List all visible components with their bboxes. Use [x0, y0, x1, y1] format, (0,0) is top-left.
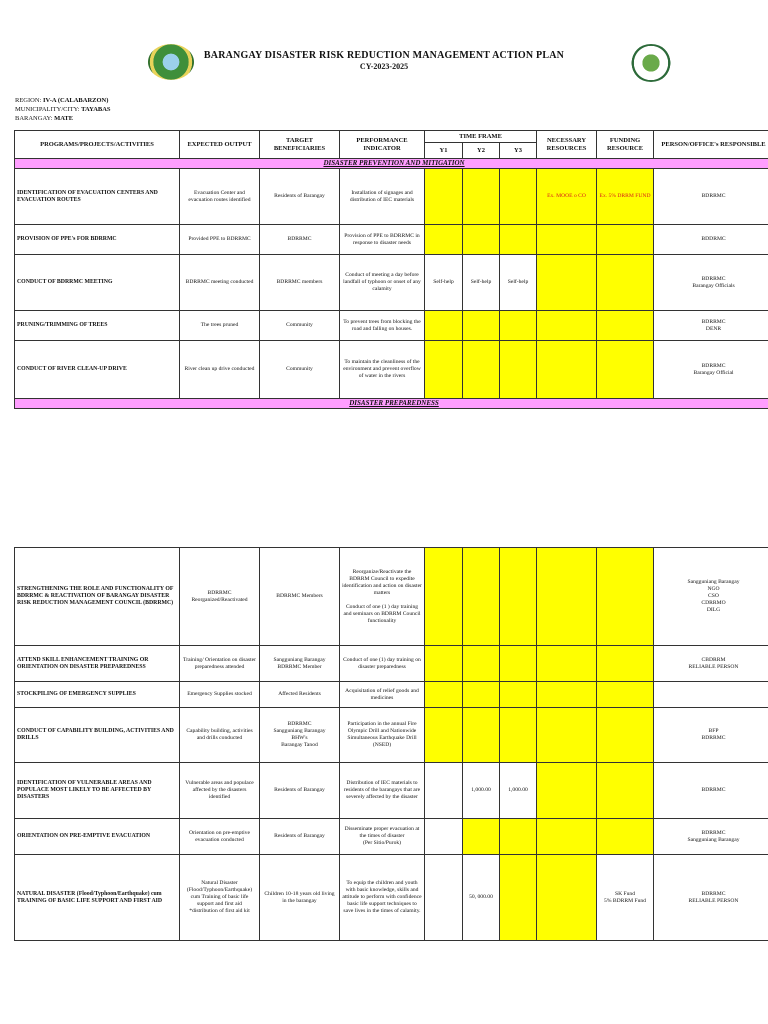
col-y3: Y3: [500, 143, 537, 159]
y2-cell: [463, 708, 500, 763]
performance-indicator-cell: Conduct of meeting a day before landfall of typhoon or onset of any calamity: [340, 255, 425, 311]
expected-output-cell: Natural Disaster (Flood/Typhoon/Earthquake) cum Training of basic life support and first aid *distribution of first aid kit: [180, 855, 260, 941]
y1-cell: [425, 682, 463, 708]
section-prevention-label: DISASTER PREVENTION AND MITIGATION: [15, 159, 768, 169]
y2-cell: 1,000.00: [463, 763, 500, 819]
responsible-cell: BFP BDRRMC: [654, 708, 768, 763]
y3-cell: 1,000.00: [500, 763, 537, 819]
responsible-cell: BDRRMC Barangay Official: [654, 341, 768, 399]
funding-resource-cell: Ex. 5% DRRM FUND: [597, 169, 654, 225]
col-y2: Y2: [463, 143, 500, 159]
y3-cell: [500, 311, 537, 341]
document-header: [0, 40, 768, 90]
y3-cell: [500, 169, 537, 225]
col-necessary-resources: NECESSARY RESOURCES: [537, 131, 597, 159]
municipality-label: MUNICIPALITY/CITY:: [15, 106, 80, 113]
col-target-beneficiaries: TARGET BENEFICIARIES: [260, 131, 340, 159]
target-beneficiaries-cell: Children 10-18 years old living in the barangay: [260, 855, 340, 941]
target-beneficiaries-cell: Community: [260, 311, 340, 341]
necessary-resources-cell: [537, 708, 597, 763]
performance-indicator-cell: To equip the children and youth with basic knowledge, skills and attitude to perform with confidence basic life support techniques to save lives in the times of calamity.: [340, 855, 425, 941]
y2-cell: [463, 682, 500, 708]
necessary-resources-cell: [537, 763, 597, 819]
y3-cell: Self-help: [500, 255, 537, 311]
y3-cell: [500, 225, 537, 255]
expected-output-cell: BDRRMC Reorganized/Reactivated: [180, 548, 260, 646]
necessary-resources-cell: [537, 311, 597, 341]
y2-cell: [463, 646, 500, 682]
location-info: [15, 96, 111, 123]
table-row: [15, 548, 768, 646]
program-cell: PRUNING/TRIMMING OF TREES: [15, 311, 180, 341]
necessary-resources-cell: [537, 225, 597, 255]
col-performance-indicator: PERFORMANCE INDICATOR: [340, 131, 425, 159]
table-row: [15, 646, 768, 682]
y2-cell: [463, 225, 500, 255]
y1-cell: Self-help: [425, 255, 463, 311]
program-cell: ORIENTATION ON PRE-EMPTIVE EVACUATION: [15, 819, 180, 855]
responsible-cell: CBDRRM RELIABLE PERSON: [654, 646, 768, 682]
y1-cell: [425, 548, 463, 646]
program-cell: IDENTIFICATION OF EVACUATION CENTERS AND EVACUATION ROUTES: [15, 169, 180, 225]
necessary-resources-cell: [537, 255, 597, 311]
responsible-cell: BDRRMC Barangay Officials: [654, 255, 768, 311]
y2-cell: [463, 548, 500, 646]
barangay-value: MATE: [54, 115, 74, 122]
responsible-cell: BDRRMC: [654, 763, 768, 819]
y1-cell: [425, 855, 463, 941]
responsible-cell: BDRRMC: [654, 169, 768, 225]
table-row: [15, 763, 768, 819]
target-beneficiaries-cell: Affected Residents: [260, 682, 340, 708]
section-row: [15, 159, 768, 169]
program-cell: CONDUCT OF BDRRMC MEETING: [15, 255, 180, 311]
y3-cell: [500, 341, 537, 399]
y3-cell: [500, 855, 537, 941]
y3-cell: [500, 819, 537, 855]
funding-resource-cell: [597, 225, 654, 255]
program-cell: CONDUCT OF RIVER CLEAN-UP DRIVE: [15, 341, 180, 399]
table-row: [15, 225, 768, 255]
y2-cell: [463, 819, 500, 855]
expected-output-cell: River clean up drive conducted: [180, 341, 260, 399]
funding-resource-cell: [597, 819, 654, 855]
table-row: [15, 169, 768, 225]
region-line: [15, 96, 111, 105]
responsible-cell: Sangguniang Barangay NGO CSO CDRRMO DILG: [654, 548, 768, 646]
y1-cell: [425, 708, 463, 763]
performance-indicator-cell: Provision of PPE to BDRRMC in response to disaster needs: [340, 225, 425, 255]
performance-indicator-cell: Participation in the annual Fire Olympic Drill and Nationwide Simultaneous Earthquake Drill (NSED): [340, 708, 425, 763]
performance-indicator-cell: Distribution of IEC materials to residents of the barangays that are severely affected by the disaster: [340, 763, 425, 819]
funding-resource-cell: [597, 646, 654, 682]
necessary-resources-cell: [537, 341, 597, 399]
target-beneficiaries-cell: Residents of Barangay: [260, 763, 340, 819]
necessary-resources-cell: [537, 682, 597, 708]
necessary-resources-cell: Ex. MOOE o CO: [537, 169, 597, 225]
document-subtitle: CY-2023-2025: [359, 62, 409, 71]
funding-resource-cell: [597, 708, 654, 763]
performance-indicator-cell: Acquisitation of relief goods and medicines: [340, 682, 425, 708]
table-row: [15, 341, 768, 399]
col-y1: Y1: [425, 143, 463, 159]
program-cell: IDENTIFICATION OF VULNERABLE AREAS AND POPULACE MOST LIKELY TO BE AFFECTED BY DISASTERS: [15, 763, 180, 819]
municipal-seal-logo: [630, 44, 672, 82]
table-row: [15, 255, 768, 311]
target-beneficiaries-cell: BDRRMC Members: [260, 548, 340, 646]
y1-cell: [425, 763, 463, 819]
table-row: [15, 855, 768, 941]
expected-output-cell: Provided PPE to BDRRMC: [180, 225, 260, 255]
y3-cell: [500, 548, 537, 646]
table-row: [15, 819, 768, 855]
program-cell: CONDUCT OF CAPABILITY BUILDING, ACTIVITIES AND DRILLS: [15, 708, 180, 763]
y1-cell: [425, 225, 463, 255]
region-label: REGION:: [15, 97, 42, 104]
region-value: IV-A (CALABARZON): [42, 97, 109, 104]
funding-resource-cell: [597, 763, 654, 819]
performance-indicator-cell: To prevent trees from blocking the road and falling on houses.: [340, 311, 425, 341]
y2-cell: 50, 000.00: [463, 855, 500, 941]
target-beneficiaries-cell: BDRRMC: [260, 225, 340, 255]
responsible-cell: BDDRMC: [654, 225, 768, 255]
responsible-cell: BDRRMC RELIABLE PERSON: [654, 855, 768, 941]
target-beneficiaries-cell: Residents of Barangay: [260, 819, 340, 855]
expected-output-cell: The trees pruned: [180, 311, 260, 341]
barangay-line: [15, 114, 111, 123]
program-cell: ATTEND SKILL ENHANCEMENT TRAINING OR ORIENTATION ON DISASTER PREPAREDNESS: [15, 646, 180, 682]
expected-output-cell: Evacuation Center and evacuation routes identified: [180, 169, 260, 225]
col-funding-resource: FUNDING RESOURCE: [597, 131, 654, 159]
performance-indicator-cell: Disseminate proper evacuation at the times of disaster (Per Sitio/Purok): [340, 819, 425, 855]
funding-resource-cell: SK Fund 5% BDRRM Fund: [597, 855, 654, 941]
expected-output-cell: BDRRMC meeting conducted: [180, 255, 260, 311]
target-beneficiaries-cell: Community: [260, 341, 340, 399]
y3-cell: [500, 682, 537, 708]
necessary-resources-cell: [537, 855, 597, 941]
program-cell: STOCKPILING OF EMERGENCY SUPPLIES: [15, 682, 180, 708]
expected-output-cell: Training/ Orientation on disaster preparedness attended: [180, 646, 260, 682]
y1-cell: [425, 341, 463, 399]
y1-cell: [425, 311, 463, 341]
y1-cell: [425, 646, 463, 682]
expected-output-cell: Emergency Supplies stocked: [180, 682, 260, 708]
funding-resource-cell: [597, 548, 654, 646]
section-row: [15, 399, 768, 409]
y2-cell: [463, 169, 500, 225]
target-beneficiaries-cell: BDRRMC members: [260, 255, 340, 311]
barangay-label: BARANGAY:: [15, 115, 53, 122]
responsible-cell: BDRRMC DENR: [654, 311, 768, 341]
y2-cell: [463, 311, 500, 341]
program-cell: STRENGTHENING THE ROLE AND FUNCTIONALITY OF BDRRMC & REACTIVATION OF BARANGAY DISASTER RISK REDUCTION MANAGEMENT COUNCIL (BDRRMC): [15, 548, 180, 646]
action-plan-table-bottom: [14, 547, 768, 941]
program-cell: PROVISION OF PPE's FOR BDRRMC: [15, 225, 180, 255]
col-responsible: PERSON/OFFICE's RESPONSIBLE: [654, 131, 768, 159]
table-row: [15, 682, 768, 708]
funding-resource-cell: [597, 311, 654, 341]
performance-indicator-cell: To maintain the cleanliness of the environment and prevent overflow of water in the rivers: [340, 341, 425, 399]
y2-cell: [463, 341, 500, 399]
funding-resource-cell: [597, 341, 654, 399]
y1-cell: [425, 819, 463, 855]
necessary-resources-cell: [537, 548, 597, 646]
y2-cell: Self-help: [463, 255, 500, 311]
table-row: [15, 311, 768, 341]
target-beneficiaries-cell: Residents of Barangay: [260, 169, 340, 225]
program-cell: NATURAL DISASTER (Flood/Typhoon/Earthquake) cum TRAINING OF BASIC LIFE SUPPORT AND FIRST AID: [15, 855, 180, 941]
responsible-cell: [654, 682, 768, 708]
col-programs: PROGRAMS/PROJECTS/ACTIVITIES: [15, 131, 180, 159]
y1-cell: [425, 169, 463, 225]
expected-output-cell: Capability building, activities and drills conducted: [180, 708, 260, 763]
performance-indicator-cell: Conduct of one (1) day training on disaster preparedness: [340, 646, 425, 682]
municipality-line: [15, 105, 111, 114]
expected-output-cell: Orientation on pre-emptive evacuation conducted: [180, 819, 260, 855]
section-preparedness-label: DISASTER PREPAREDNESS: [15, 399, 768, 409]
performance-indicator-cell: Reorganize/Reactivate the BDRRM Council to expedite identification and action on disaster matters Conduct of one (1 ) day training and seminars on BDRRM Council functionality: [340, 548, 425, 646]
action-plan-table-top: [14, 130, 768, 409]
y3-cell: [500, 708, 537, 763]
necessary-resources-cell: [537, 819, 597, 855]
funding-resource-cell: [597, 682, 654, 708]
target-beneficiaries-cell: BDRRMC Sangguniang Barangay BHW's Barangay Tanod: [260, 708, 340, 763]
performance-indicator-cell: Installation of signages and distribution of IEC materials: [340, 169, 425, 225]
necessary-resources-cell: [537, 646, 597, 682]
municipality-value: TAYABAS: [81, 106, 111, 113]
col-time-frame: TIME FRAME: [425, 131, 537, 143]
col-expected-output: EXPECTED OUTPUT: [180, 131, 260, 159]
table-row: [15, 708, 768, 763]
responsible-cell: BDRRMC Sangguniang Barangay: [654, 819, 768, 855]
document-title: BARANGAY DISASTER RISK REDUCTION MANAGEMENT ACTION PLAN: [203, 50, 565, 61]
target-beneficiaries-cell: Sangguniang Barangay BDRRMC Member: [260, 646, 340, 682]
funding-resource-cell: [597, 255, 654, 311]
expected-output-cell: Vulnerable areas and populace affected by the disasters identified: [180, 763, 260, 819]
y3-cell: [500, 646, 537, 682]
